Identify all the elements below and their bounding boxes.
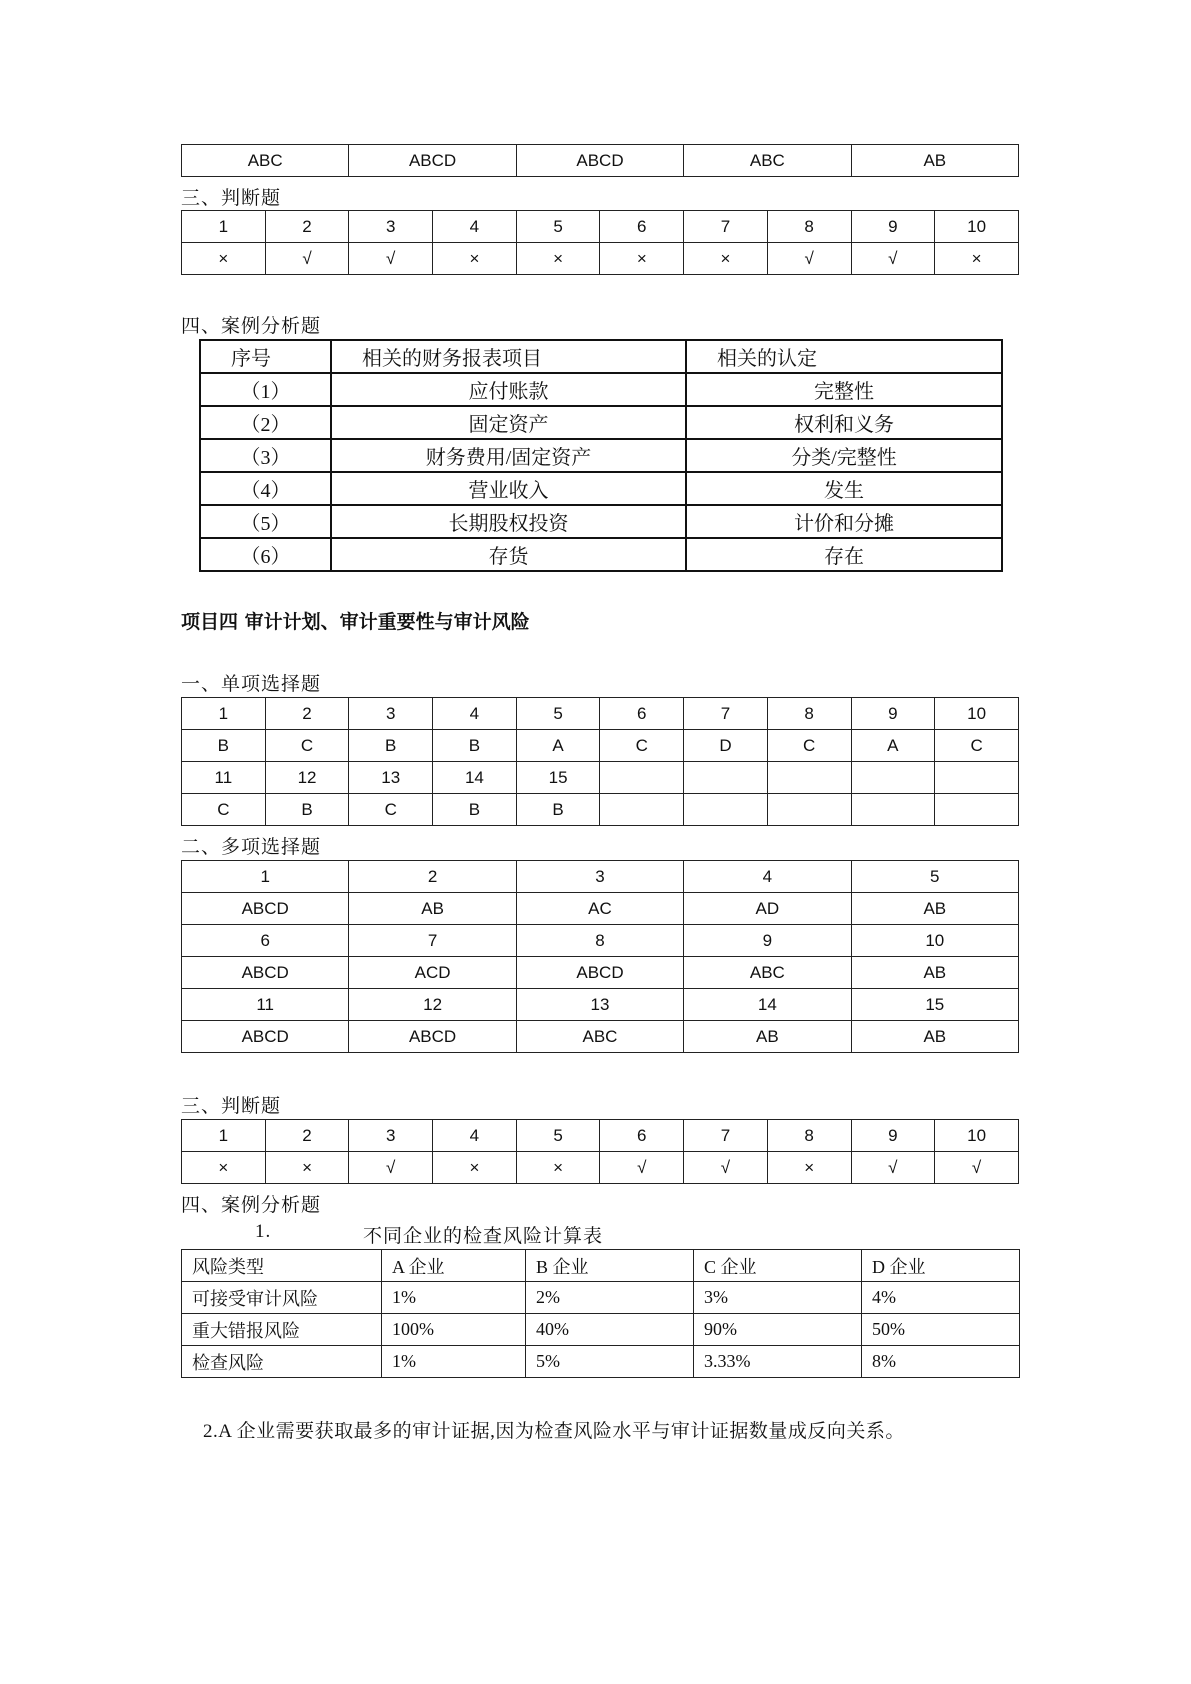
table-cell: 存货 — [331, 538, 686, 571]
table-cell: ABC — [516, 1021, 683, 1053]
table-cell: （6） — [200, 538, 331, 571]
table-row — [182, 211, 1019, 243]
table-header-cell: D 企业 — [862, 1250, 1020, 1282]
table-cell: 9 — [851, 1120, 935, 1152]
table-cell: AB — [349, 893, 516, 925]
table-cell: 7 — [684, 698, 768, 730]
table-cell: A — [516, 730, 600, 762]
table-cell: 4 — [433, 1120, 517, 1152]
table-cell: 2 — [265, 1120, 349, 1152]
risk-table — [181, 1249, 1020, 1378]
table-cell: 2 — [349, 861, 516, 893]
table-cell: 5% — [526, 1346, 694, 1378]
table-cell: 4% — [862, 1282, 1020, 1314]
table-cell: × — [182, 243, 266, 275]
table-cell — [767, 794, 851, 826]
table-cell — [600, 794, 684, 826]
table-cell: × — [935, 243, 1019, 275]
table-cell: B — [182, 730, 266, 762]
table-cell: D — [684, 730, 768, 762]
table-row — [182, 989, 1019, 1021]
table-cell: √ — [851, 243, 935, 275]
table-cell: 3 — [349, 1120, 433, 1152]
table-cell: 8 — [767, 211, 851, 243]
table-row — [182, 1346, 1020, 1378]
table-cell: 重大错报风险 — [182, 1314, 382, 1346]
table-cell: √ — [265, 243, 349, 275]
table-row — [182, 957, 1019, 989]
table-cell: 7 — [684, 211, 768, 243]
table-cell: 4 — [684, 861, 851, 893]
table-cell: ABCD — [182, 893, 349, 925]
table-cell: 5 — [516, 698, 600, 730]
table-header-cell: 相关的认定 — [686, 340, 1002, 373]
table-cell — [684, 794, 768, 826]
table-cell: √ — [851, 1152, 935, 1184]
table-cell: ABCD — [516, 957, 683, 989]
table-cell: 应付账款 — [331, 373, 686, 406]
table-cell: 14 — [433, 762, 517, 794]
section-heading: 三、判断题 — [181, 188, 282, 209]
table-cell: 14 — [684, 989, 851, 1021]
table-cell: 15 — [516, 762, 600, 794]
table-cell: 8 — [767, 1120, 851, 1152]
table-cell: × — [516, 1152, 600, 1184]
table-cell: 12 — [349, 989, 516, 1021]
table-cell: 40% — [526, 1314, 694, 1346]
table-cell — [935, 762, 1019, 794]
table-cell: 10 — [851, 925, 1018, 957]
table-row — [200, 373, 1002, 406]
table-cell: × — [516, 243, 600, 275]
table-header-cell: 风险类型 — [182, 1250, 382, 1282]
table-row — [182, 698, 1019, 730]
table-cell: 13 — [516, 989, 683, 1021]
table-cell: （5） — [200, 505, 331, 538]
table-cell: 2 — [265, 698, 349, 730]
table-row — [200, 406, 1002, 439]
table-row — [200, 538, 1002, 571]
table-cell: B — [433, 794, 517, 826]
table-cell: 11 — [182, 989, 349, 1021]
table-cell: 存在 — [686, 538, 1002, 571]
table-cell: 发生 — [686, 472, 1002, 505]
table-cell: 1% — [382, 1282, 526, 1314]
section-heading: 四、案例分析题 — [181, 316, 322, 337]
table-cell: × — [182, 1152, 266, 1184]
table-cell: × — [767, 1152, 851, 1184]
table-cell: 1 — [182, 211, 266, 243]
table-cell — [851, 794, 935, 826]
table-cell: AB — [851, 893, 1018, 925]
table-cell: ABCD — [516, 145, 683, 177]
table-cell: 营业收入 — [331, 472, 686, 505]
table-row — [200, 472, 1002, 505]
table-header-cell: 序号 — [200, 340, 331, 373]
table-cell: 1 — [182, 861, 349, 893]
table-cell: ABCD — [349, 145, 516, 177]
table-cell: ABC — [182, 145, 349, 177]
table-row — [182, 1152, 1019, 1184]
table-cell: AC — [516, 893, 683, 925]
table-cell: 90% — [694, 1314, 862, 1346]
case-table — [199, 339, 1003, 572]
table-cell: 10 — [935, 211, 1019, 243]
table-cell: 分类/完整性 — [686, 439, 1002, 472]
table-cell: 7 — [349, 925, 516, 957]
table-cell: 可接受审计风险 — [182, 1282, 382, 1314]
table-cell: 固定资产 — [331, 406, 686, 439]
tf-table — [181, 210, 1019, 275]
answer-paragraph: 2.A 企业需要获取最多的审计证据,因为检查风险水平与审计证据数量成反向关系。 — [203, 1421, 905, 1442]
table-cell: 6 — [182, 925, 349, 957]
single-choice-table — [181, 697, 1019, 826]
table-cell — [935, 794, 1019, 826]
table-cell — [684, 762, 768, 794]
table-cell: × — [265, 1152, 349, 1184]
table-cell: ACD — [349, 957, 516, 989]
table-cell: ABCD — [182, 1021, 349, 1053]
table-cell: 1 — [182, 1120, 266, 1152]
table-cell: √ — [935, 1152, 1019, 1184]
table-cell: B — [349, 730, 433, 762]
table-cell: 财务费用/固定资产 — [331, 439, 686, 472]
table-cell: √ — [684, 1152, 768, 1184]
table-cell: 2% — [526, 1282, 694, 1314]
table-row — [182, 762, 1019, 794]
table-cell: 8 — [516, 925, 683, 957]
tf-table — [181, 1119, 1019, 1184]
table-cell: 11 — [182, 762, 266, 794]
table-cell: 10 — [935, 1120, 1019, 1152]
table-cell: 9 — [684, 925, 851, 957]
table-cell: 15 — [851, 989, 1018, 1021]
table-header-cell: 相关的财务报表项目 — [331, 340, 686, 373]
table-cell: 3 — [349, 211, 433, 243]
table-row — [182, 243, 1019, 275]
section-heading: 四、案例分析题 — [181, 1195, 322, 1216]
table-cell: AB — [851, 1021, 1018, 1053]
table-cell: ABCD — [349, 1021, 516, 1053]
table-cell: 计价和分摊 — [686, 505, 1002, 538]
table-cell: √ — [767, 243, 851, 275]
table-cell: A — [851, 730, 935, 762]
table-cell: AB — [684, 1021, 851, 1053]
table-cell: 2 — [265, 211, 349, 243]
table-cell: 5 — [516, 1120, 600, 1152]
table-row — [182, 893, 1019, 925]
table-cell: 13 — [349, 762, 433, 794]
table-cell: 1% — [382, 1346, 526, 1378]
multi-choice-table — [181, 860, 1019, 1053]
table-row — [182, 925, 1019, 957]
table-row — [182, 145, 1019, 177]
table-cell: （4） — [200, 472, 331, 505]
table-cell: 3 — [349, 698, 433, 730]
table-cell: C — [767, 730, 851, 762]
table-cell: B — [433, 730, 517, 762]
top-mc-answer-table — [181, 144, 1019, 177]
table-cell: ABC — [684, 957, 851, 989]
table-cell: 完整性 — [686, 373, 1002, 406]
table-cell: 100% — [382, 1314, 526, 1346]
table-cell: √ — [600, 1152, 684, 1184]
table-cell: C — [265, 730, 349, 762]
table-cell: 7 — [684, 1120, 768, 1152]
table-cell: × — [433, 243, 517, 275]
table-cell: 5 — [516, 211, 600, 243]
table-cell: 1 — [182, 698, 266, 730]
table-cell: （3） — [200, 439, 331, 472]
table-cell: 9 — [851, 211, 935, 243]
table-header-row — [182, 1250, 1020, 1282]
table-cell: B — [516, 794, 600, 826]
table-cell: C — [600, 730, 684, 762]
table-cell: 12 — [265, 762, 349, 794]
table-cell: 5 — [851, 861, 1018, 893]
table-header-cell: C 企业 — [694, 1250, 862, 1282]
table-row — [200, 439, 1002, 472]
table-cell: ABC — [684, 145, 851, 177]
table-cell: （1） — [200, 373, 331, 406]
table-cell: C — [935, 730, 1019, 762]
table-cell: B — [265, 794, 349, 826]
table-cell: 检查风险 — [182, 1346, 382, 1378]
table-cell: 权利和义务 — [686, 406, 1002, 439]
table-cell: 长期股权投资 — [331, 505, 686, 538]
table-cell: AB — [851, 145, 1018, 177]
table-cell: C — [349, 794, 433, 826]
table-cell: 3.33% — [694, 1346, 862, 1378]
table-cell: 3 — [516, 861, 683, 893]
table-cell: × — [433, 1152, 517, 1184]
project-title: 项目四 审计计划、审计重要性与审计风险 — [181, 611, 530, 633]
table-cell: 9 — [851, 698, 935, 730]
table-cell: 4 — [433, 211, 517, 243]
table-cell — [851, 762, 935, 794]
table-row — [200, 505, 1002, 538]
table-cell: 10 — [935, 698, 1019, 730]
section-heading: 三、判断题 — [181, 1096, 282, 1117]
table-cell: 3% — [694, 1282, 862, 1314]
table-cell: （2） — [200, 406, 331, 439]
table-row — [182, 1314, 1020, 1346]
table-caption: 不同企业的检查风险计算表 — [363, 1226, 604, 1247]
table-row — [182, 730, 1019, 762]
table-cell: ABCD — [182, 957, 349, 989]
table-cell: C — [182, 794, 266, 826]
table-cell — [600, 762, 684, 794]
table-cell: 6 — [600, 698, 684, 730]
table-cell: 8 — [767, 698, 851, 730]
table-header-cell: A 企业 — [382, 1250, 526, 1282]
table-cell: 6 — [600, 1120, 684, 1152]
table-cell: √ — [349, 243, 433, 275]
list-number: 1. — [255, 1221, 272, 1242]
table-row — [182, 1282, 1020, 1314]
section-heading: 一、单项选择题 — [181, 674, 322, 695]
table-row — [182, 1120, 1019, 1152]
table-row — [182, 794, 1019, 826]
table-cell — [767, 762, 851, 794]
table-cell: 4 — [433, 698, 517, 730]
table-cell: √ — [349, 1152, 433, 1184]
table-header-row — [200, 340, 1002, 373]
table-cell: AD — [684, 893, 851, 925]
table-cell: × — [600, 243, 684, 275]
table-cell: 8% — [862, 1346, 1020, 1378]
table-cell: 6 — [600, 211, 684, 243]
table-cell: × — [684, 243, 768, 275]
section-heading: 二、多项选择题 — [181, 837, 322, 858]
table-row — [182, 861, 1019, 893]
table-row — [182, 1021, 1019, 1053]
table-cell: 50% — [862, 1314, 1020, 1346]
table-cell: AB — [851, 957, 1018, 989]
table-header-cell: B 企业 — [526, 1250, 694, 1282]
